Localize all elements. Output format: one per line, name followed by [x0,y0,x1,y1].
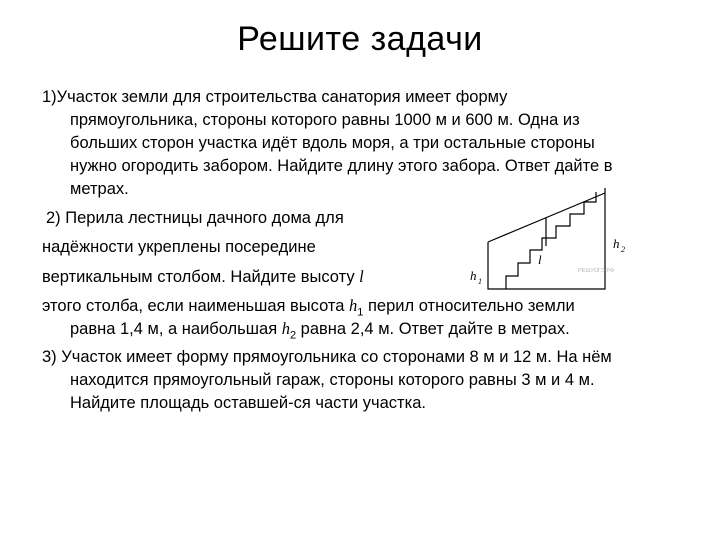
problem2-line4: этого столба, если наименьшая высота $h_1$ перил относительно земли [42,296,575,319]
staircase-figure [460,186,650,298]
problem2-line3: вертикальным столбом. Найдите высоту l [42,267,364,286]
problem3-line1: 3) Участок имеет форму прямоугольника со сторонами 8 м и 12 м. На нём [42,348,612,366]
slide-title: Решите задачи [237,20,483,58]
problem3-line3: Найдите площадь оставшей-ся части участка. [70,394,426,412]
label-h2: h [613,236,620,251]
problem1-line1: 1)Участок земли для строительства санатория имеет форму [42,88,508,106]
label-h1-sub: 1 [478,277,482,286]
problem2-line1: 2) Перила лестницы дачного дома для [46,209,344,227]
label-l: l [538,252,542,267]
problem2-line5: равна 1,4 м, а наибольшая $h_2$ равна 2,4 м. Ответ дайте в метрах. [70,319,570,342]
problem1-line2: прямоугольника, стороны которого равны 1000 м и 600 м. Одна из [70,111,580,129]
label-h1: h [470,268,477,283]
var-l: l [359,267,364,286]
label-h2-sub: 2 [621,245,625,254]
stairs-line [506,192,596,289]
problem1-line5: метрах. [70,180,129,198]
problem1-line3: больших сторон участка идёт вдоль моря, а три остальные стороны [70,134,595,152]
problem1-line4: нужно огородить забором. Найдите длину этого забора. Ответ дайте в [70,157,613,175]
problem2-line2: надёжности укреплены посередине [42,238,316,256]
problem3-line2: находится прямоугольный гараж, стороны которого равны 3 м и 4 м. [70,371,595,389]
watermark: РЕШУОГЭ.РФ [578,268,615,274]
